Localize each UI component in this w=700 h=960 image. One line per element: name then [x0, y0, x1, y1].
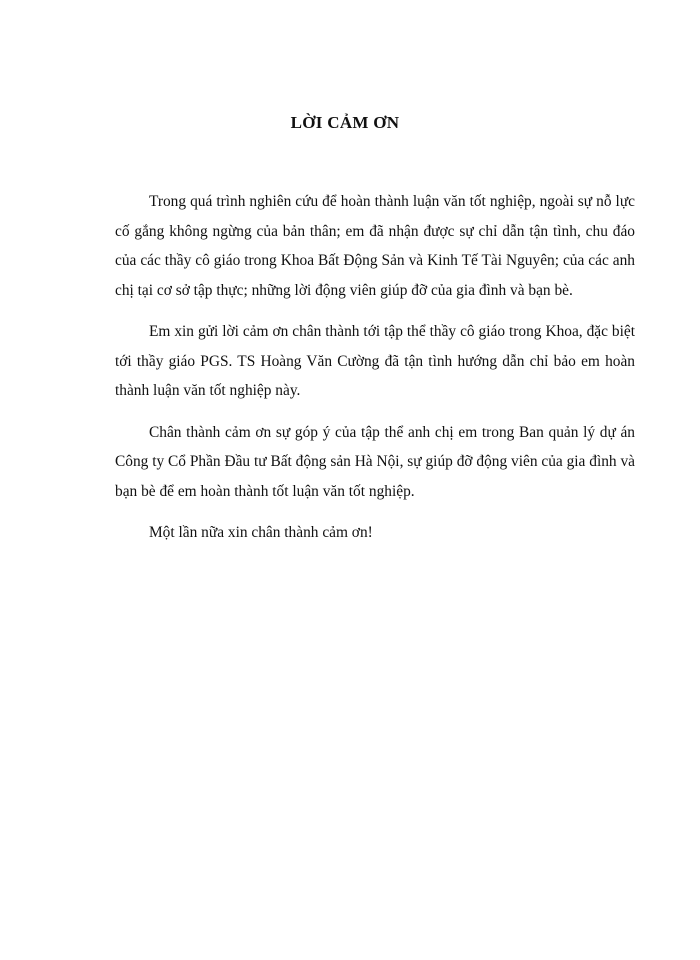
- paragraph-3: Chân thành cảm ơn sự góp ý của tập thể anh chị em trong Ban quản lý dự án Công ty Cổ Phần Đầu tư Bất động sản Hà Nội, sự giúp đỡ động viên của gia đình và bạn bè để em hoàn thành tốt luận văn tốt nghiệp.: [115, 423, 635, 500]
- document-body: [115, 187, 635, 560]
- paragraph-1: Trong quá trình nghiên cứu để hoàn thành luận văn tốt nghiệp, ngoài sự nỗ lực cố gắng không ngừng của bản thân; em đã nhận được sự chỉ dẫn tận tình, chu đáo của các thầy cô giáo trong Khoa Bất Động Sản và Kinh Tế Tài Nguyên; của các anh chị tại cơ sở tập thực; những lời động viên giúp đỡ của gia đình và bạn bè.: [115, 193, 635, 299]
- paragraph-2: Em xin gửi lời cảm ơn chân thành tới tập thể thầy cô giáo trong Khoa, đặc biệt tới thầy giáo PGS. TS Hoàng Văn Cường đã tận tình hướng dẫn chỉ bảo em hoàn thành luận văn tốt nghiệp này.: [115, 323, 635, 399]
- document-title: LỜI CẢM ƠN: [290, 113, 400, 132]
- paragraph-4: Một lần nữa xin chân thành cảm ơn!: [149, 524, 373, 541]
